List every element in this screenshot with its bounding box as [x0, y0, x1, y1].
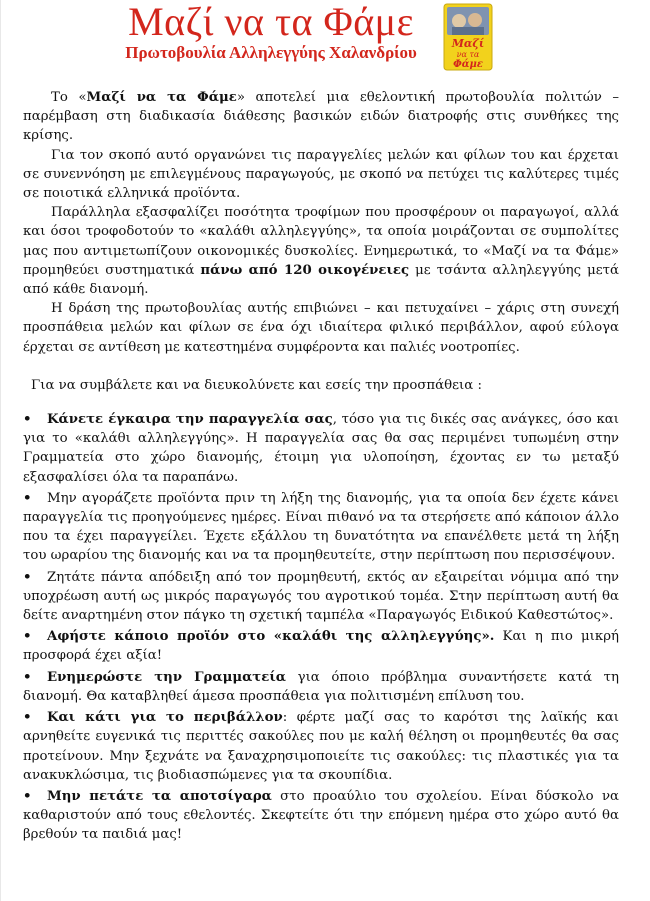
- header: [1, 0, 650, 82]
- logo-text-1: Μαζί: [451, 37, 485, 50]
- list-item: [23, 787, 619, 845]
- text-run: Μην αγοράζετε προϊόντα πριν τη λήξη της διανομής, για τα οποία δεν έχετε κάνει παραγγελία τις προηγούμενες ημέρες. Είναι πιθανό να τα στερήσετε από κάποιον άλλο που τα έχει παραγγείλει. Έχετε εξάλλου τη δυνατότητα να επανέλθετε μετά τη λήξη του ωραρίου της διανομής και να τα προμηθευτείτε, στην περίπτωση που περισσέψουν.: [23, 490, 619, 564]
- bullet-icon: •: [23, 629, 32, 645]
- list-item: [23, 708, 619, 785]
- bold-text: Αφήστε κάποιο προϊόν στο «καλάθι της αλληλεγγύης».: [47, 629, 495, 645]
- bullet-icon: •: [23, 569, 32, 585]
- text-run: στο προαύλιο του σχολείου. Είναι δύσκολο να καθαριστούν από τους εθελοντές. Σκεφτείτε ότι την επόμενη ημέρα στο χώρο αυτό θα βρεθούν τα παιδιά μας!: [23, 788, 620, 843]
- text-run: με τσάντα αλληλεγγύης μετά από κάθε διανομή.: [23, 262, 619, 298]
- intro-paragraphs: [23, 88, 619, 357]
- list-item: [23, 410, 619, 487]
- text-run: Και η πιο μικρή προσφορά έχει αξία!: [23, 629, 619, 664]
- bullet-icon: •: [23, 412, 32, 428]
- paragraph: [23, 88, 619, 146]
- text-run: για όποιο πρόβλημα συναντήσετε κατά τη διανομή. Θα καταβληθεί άμεσα προσπάθεια για πολιτισμένη επίλυση του.: [23, 669, 619, 704]
- text-run: : φέρτε μαζί σας το καρότσι της λαϊκής και αρνηθείτε ευγενικά τις περιττές σακούλες που με καλή θέληση οι προμηθευτές θα σας προτείνουν. Μην ξεχνάτε να ξαναχρησιμοποιείτε τις σακούλες: τις πλαστικές για τα ανακυκλώσιμα, τις βιοδιασπώμενες για τα σκουπίδια.: [23, 710, 619, 783]
- text-run: Ζητάτε πάντα απόδειξη από τον προμηθευτή, εκτός αν εξαιρείται νόμιμα από την υποχρέωση αυτή ως μικρός παραγωγός του αγροτικού τομέα. Στην περίπτωση αυτή θα δείτε αναρτημένη στον πάγκο τη σχετική ταμπέλα «Παραγωγός Ειδικού Καθεστώτος».: [23, 569, 619, 624]
- tips-list: [23, 410, 619, 844]
- brand-subtitle: Πρωτοβουλία Αλληλεγγύης Χαλανδρίου: [125, 43, 417, 62]
- text-run: Παράλληλα εξασφαλίζει ποσότητα τροφίμων που προσφέρουν οι παραγωγοί, αλλά και όσοι τροφοδοτούν το «καλάθι αλληλεγγύης», τα οποία μοιράζονται σε συμπολίτες μας που αντιμετωπίζουν οικονομικές δυσκολίες. Ενημερωτικά, το «Μαζί να τα Φάμε» προμηθεύει συστηματικά: [23, 205, 619, 278]
- logo-text-2: να τα: [456, 50, 480, 59]
- bullet-icon: •: [23, 669, 32, 685]
- paragraph: [23, 146, 619, 204]
- paragraph: [23, 203, 619, 299]
- bold-text: Μην πετάτε τα αποτσίγαρα: [47, 788, 272, 804]
- list-item: [23, 568, 619, 626]
- bold-text: Μαζί να τα Φάμε: [86, 90, 237, 105]
- list-item: [23, 627, 619, 665]
- list-item: [23, 489, 619, 566]
- logo-text-3: Φάμε: [453, 59, 483, 70]
- bold-text: Κάνετε έγκαιρα την παραγγελία σας: [47, 412, 333, 428]
- text-run: Για τον σκοπό αυτό οργανώνει τις παραγγελίες μελών και φίλων του και έρχεται σε συνεννόηση με επιλεγμένους παραγωγούς, με σκοπό να πετύχει τις καλύτερες τιμές σε ποιοτικά ελληνικά προϊόντα.: [23, 147, 619, 202]
- document-body: [23, 88, 619, 847]
- text-run: , τόσο για τις δικές σας ανάγκες, όσο και για το «καλάθι αλληλεγγύης». Η παραγγελία σας θα σας περιμένει τυπωμένη στην Γραμματεία στο χώρο διανομής, έτοιμη για υλοποίηση, έχοντας εν τω μεταξύ εξασφαλίσει όλα τα παραπάνω.: [23, 412, 619, 485]
- paragraph: [23, 299, 619, 357]
- logo-icon: [443, 3, 493, 71]
- bold-text: πάνω από 120 οικογένειες: [200, 262, 410, 278]
- call-to-action-line: Για να συμβάλετε και να διευκολύνετε και εσείς την προσπάθεια :: [31, 377, 482, 393]
- bold-text: Ενημερώστε την Γραμματεία: [47, 669, 287, 685]
- bold-text: Και κάτι για το περιβάλλον: [47, 710, 283, 726]
- text-run: » αποτελεί μια εθελοντική πρωτοβουλία πολιτών – παρέμβαση στη διαδικασία διάθεσης βασικών ειδών διατροφής στις συνθήκες της κρίσης.: [23, 90, 619, 144]
- bullet-icon: •: [23, 710, 32, 726]
- brand-title: Μαζί να τα Φάμε: [128, 0, 414, 44]
- text-run: Η δράση της πρωτοβουλίας αυτής επιβιώνει – και πετυχαίνει – χάρις στη συνεχή προσπάθεια μελών και φίλων σε ένα όχι ιδιαίτερα φιλικό περιβάλλον, αφού εύλογα έρχεται σε αντίθεση με κατεστημένα συμφέροντα και παλιές νοοτροπίες.: [23, 301, 619, 355]
- bullet-icon: •: [23, 490, 32, 506]
- list-item: [23, 668, 619, 706]
- bullet-icon: •: [23, 788, 32, 804]
- text-run: Το «: [51, 90, 87, 105]
